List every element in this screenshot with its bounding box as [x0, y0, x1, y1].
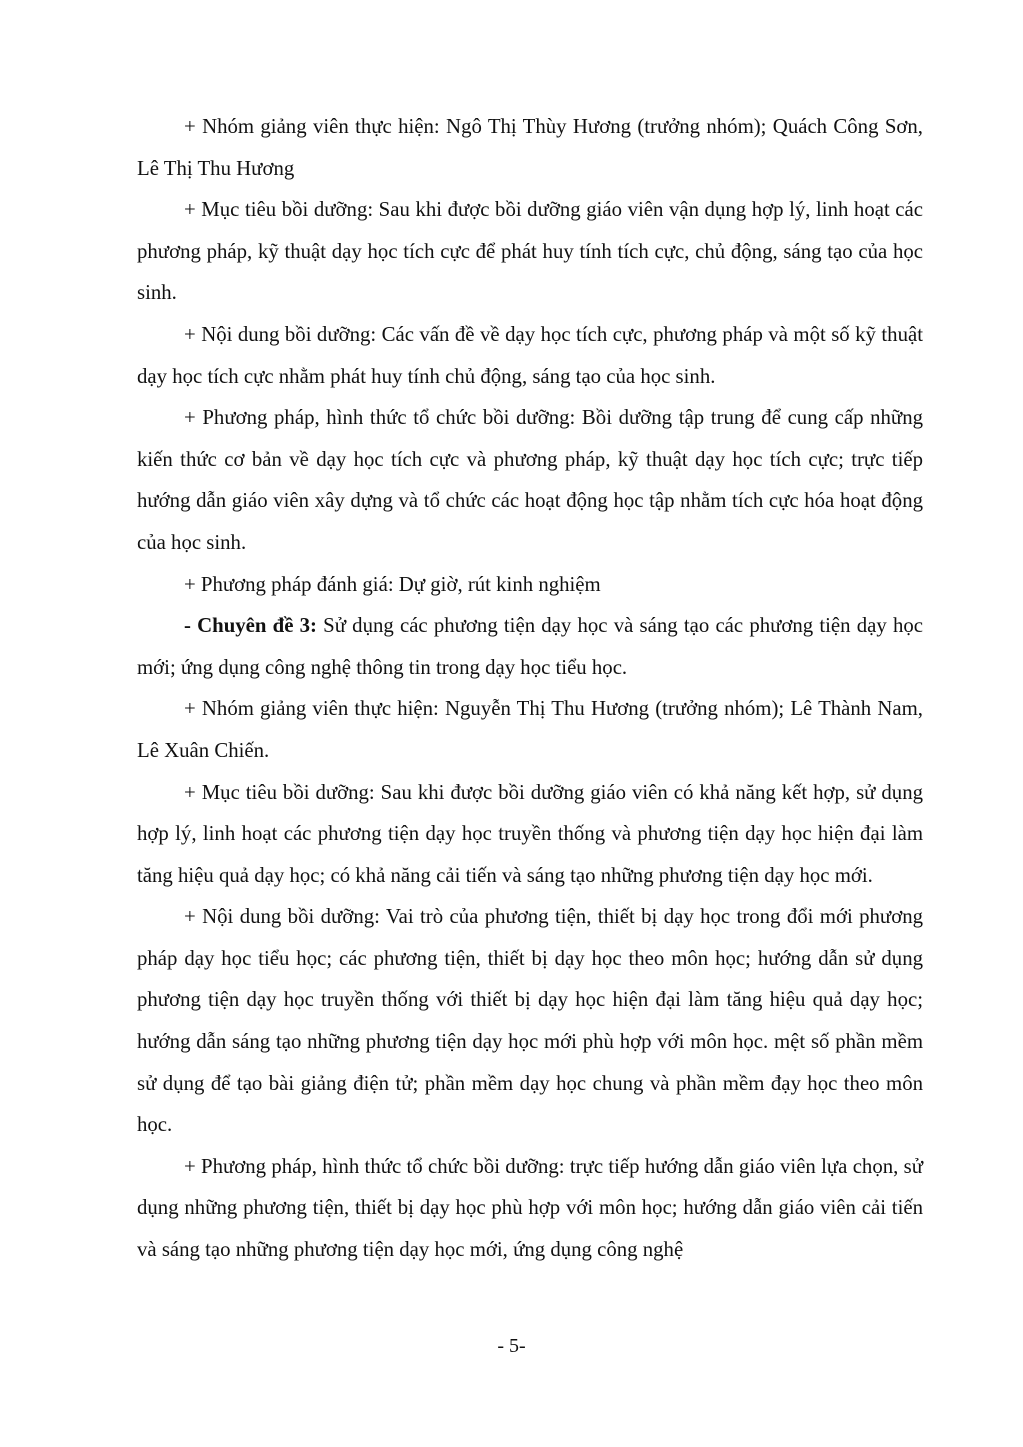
paragraph-group-1-instructors — [137, 106, 923, 189]
paragraph-text: + Phương pháp đánh giá: Dự giờ, rút kinh nghiệm — [184, 572, 601, 596]
paragraph-text: + Nhóm giảng viên thực hiện: Ngô Thị Thùy Hương (trưởng nhóm); Quách Công Sơn, Lê Thị Thu Hương — [137, 115, 923, 180]
paragraph-topic-3 — [137, 605, 923, 688]
paragraph-text: + Mục tiêu bồi dưỡng: Sau khi được bồi dưỡng giáo viên có khả năng kết hợp, sử dụng hợp lý, linh hoạt các phương tiện dạy học truyền thống và phương tiện dạy học hiện đại làm tăng hiệu quả dạy học; có khả năng cải tiến và sáng tạo những phương tiện dạy học mới. — [137, 780, 923, 887]
topic-heading: - Chuyên đề 3: — [184, 614, 317, 638]
paragraph-group-1-method — [137, 397, 923, 563]
paragraph-text: + Nhóm giảng viên thực hiện: Nguyễn Thị Thu Hương (trưởng nhóm); Lê Thành Nam, Lê Xuân Chiến. — [137, 697, 923, 762]
paragraph-group-1-content — [137, 314, 923, 397]
paragraph-group-3-instructors — [137, 688, 923, 771]
paragraph-text: + Nội dung bồi dưỡng: Các vấn đề về dạy học tích cực, phương pháp và một số kỹ thuật dạy học tích cực nhằm phát huy tính chủ động, sáng tạo của học sinh. — [137, 322, 923, 388]
paragraph-group-1-objective — [137, 189, 923, 314]
paragraph-text: + Mục tiêu bồi dưỡng: Sau khi được bồi dưỡng giáo viên vận dụng hợp lý, linh hoạt các phương pháp, kỹ thuật dạy học tích cực để phát huy tính tích cực, chủ động, sáng tạo của học sinh. — [137, 198, 923, 305]
paragraph-group-3-content — [137, 896, 923, 1146]
paragraph-text: + Phương pháp, hình thức tổ chức bồi dưỡng: Bồi dưỡng tập trung để cung cấp những kiến thức cơ bản về dạy học tích cực và phương pháp, kỹ thuật dạy học tích cực; trực tiếp hướng dẫn giáo viên xây dựng và tổ chức các hoạt động học tập nhằm tích cực hóa hoạt động của học sinh. — [137, 406, 923, 554]
paragraph-group-3-objective — [137, 772, 923, 897]
paragraph-group-1-evaluation — [137, 564, 923, 606]
paragraph-group-3-method — [137, 1146, 923, 1271]
paragraph-text: + Nội dung bồi dưỡng: Vai trò của phương tiện, thiết bị dạy học trong đổi mới phương pháp dạy học tiểu học; các phương tiện, thiết bị dạy học theo môn học; hướng dẫn sử dụng phương tiện dạy học truyền thống với thiết bị dạy học hiện đại làm tăng hiệu quả dạy học; hướng dẫn sáng tạo những phương tiện dạy học mới phù hợp với môn học. mệt số phần mềm sử dụng để tạo bài giảng điện tử; phần mềm dạy học chung và phần mềm đạy học theo môn học. — [137, 905, 923, 1137]
paragraph-text: Sử dụng các phương tiện dạy học và sáng tạo các phương tiện dạy học mới; ứng dụng công nghệ thông tin trong dạy học tiểu học. — [137, 614, 923, 679]
document-body — [137, 106, 923, 1271]
page-number: - 5- — [497, 1335, 526, 1357]
paragraph-text: + Phương pháp, hình thức tổ chức bồi dưỡng: trực tiếp hướng dẫn giáo viên lựa chọn, sử dụng những phương tiện, thiết bị dạy học phù hợp với môn học; hướng dẫn giáo viên cải tiến và sáng tạo những phương tiện dạy học mới, ứng dụng công nghệ — [137, 1154, 923, 1262]
